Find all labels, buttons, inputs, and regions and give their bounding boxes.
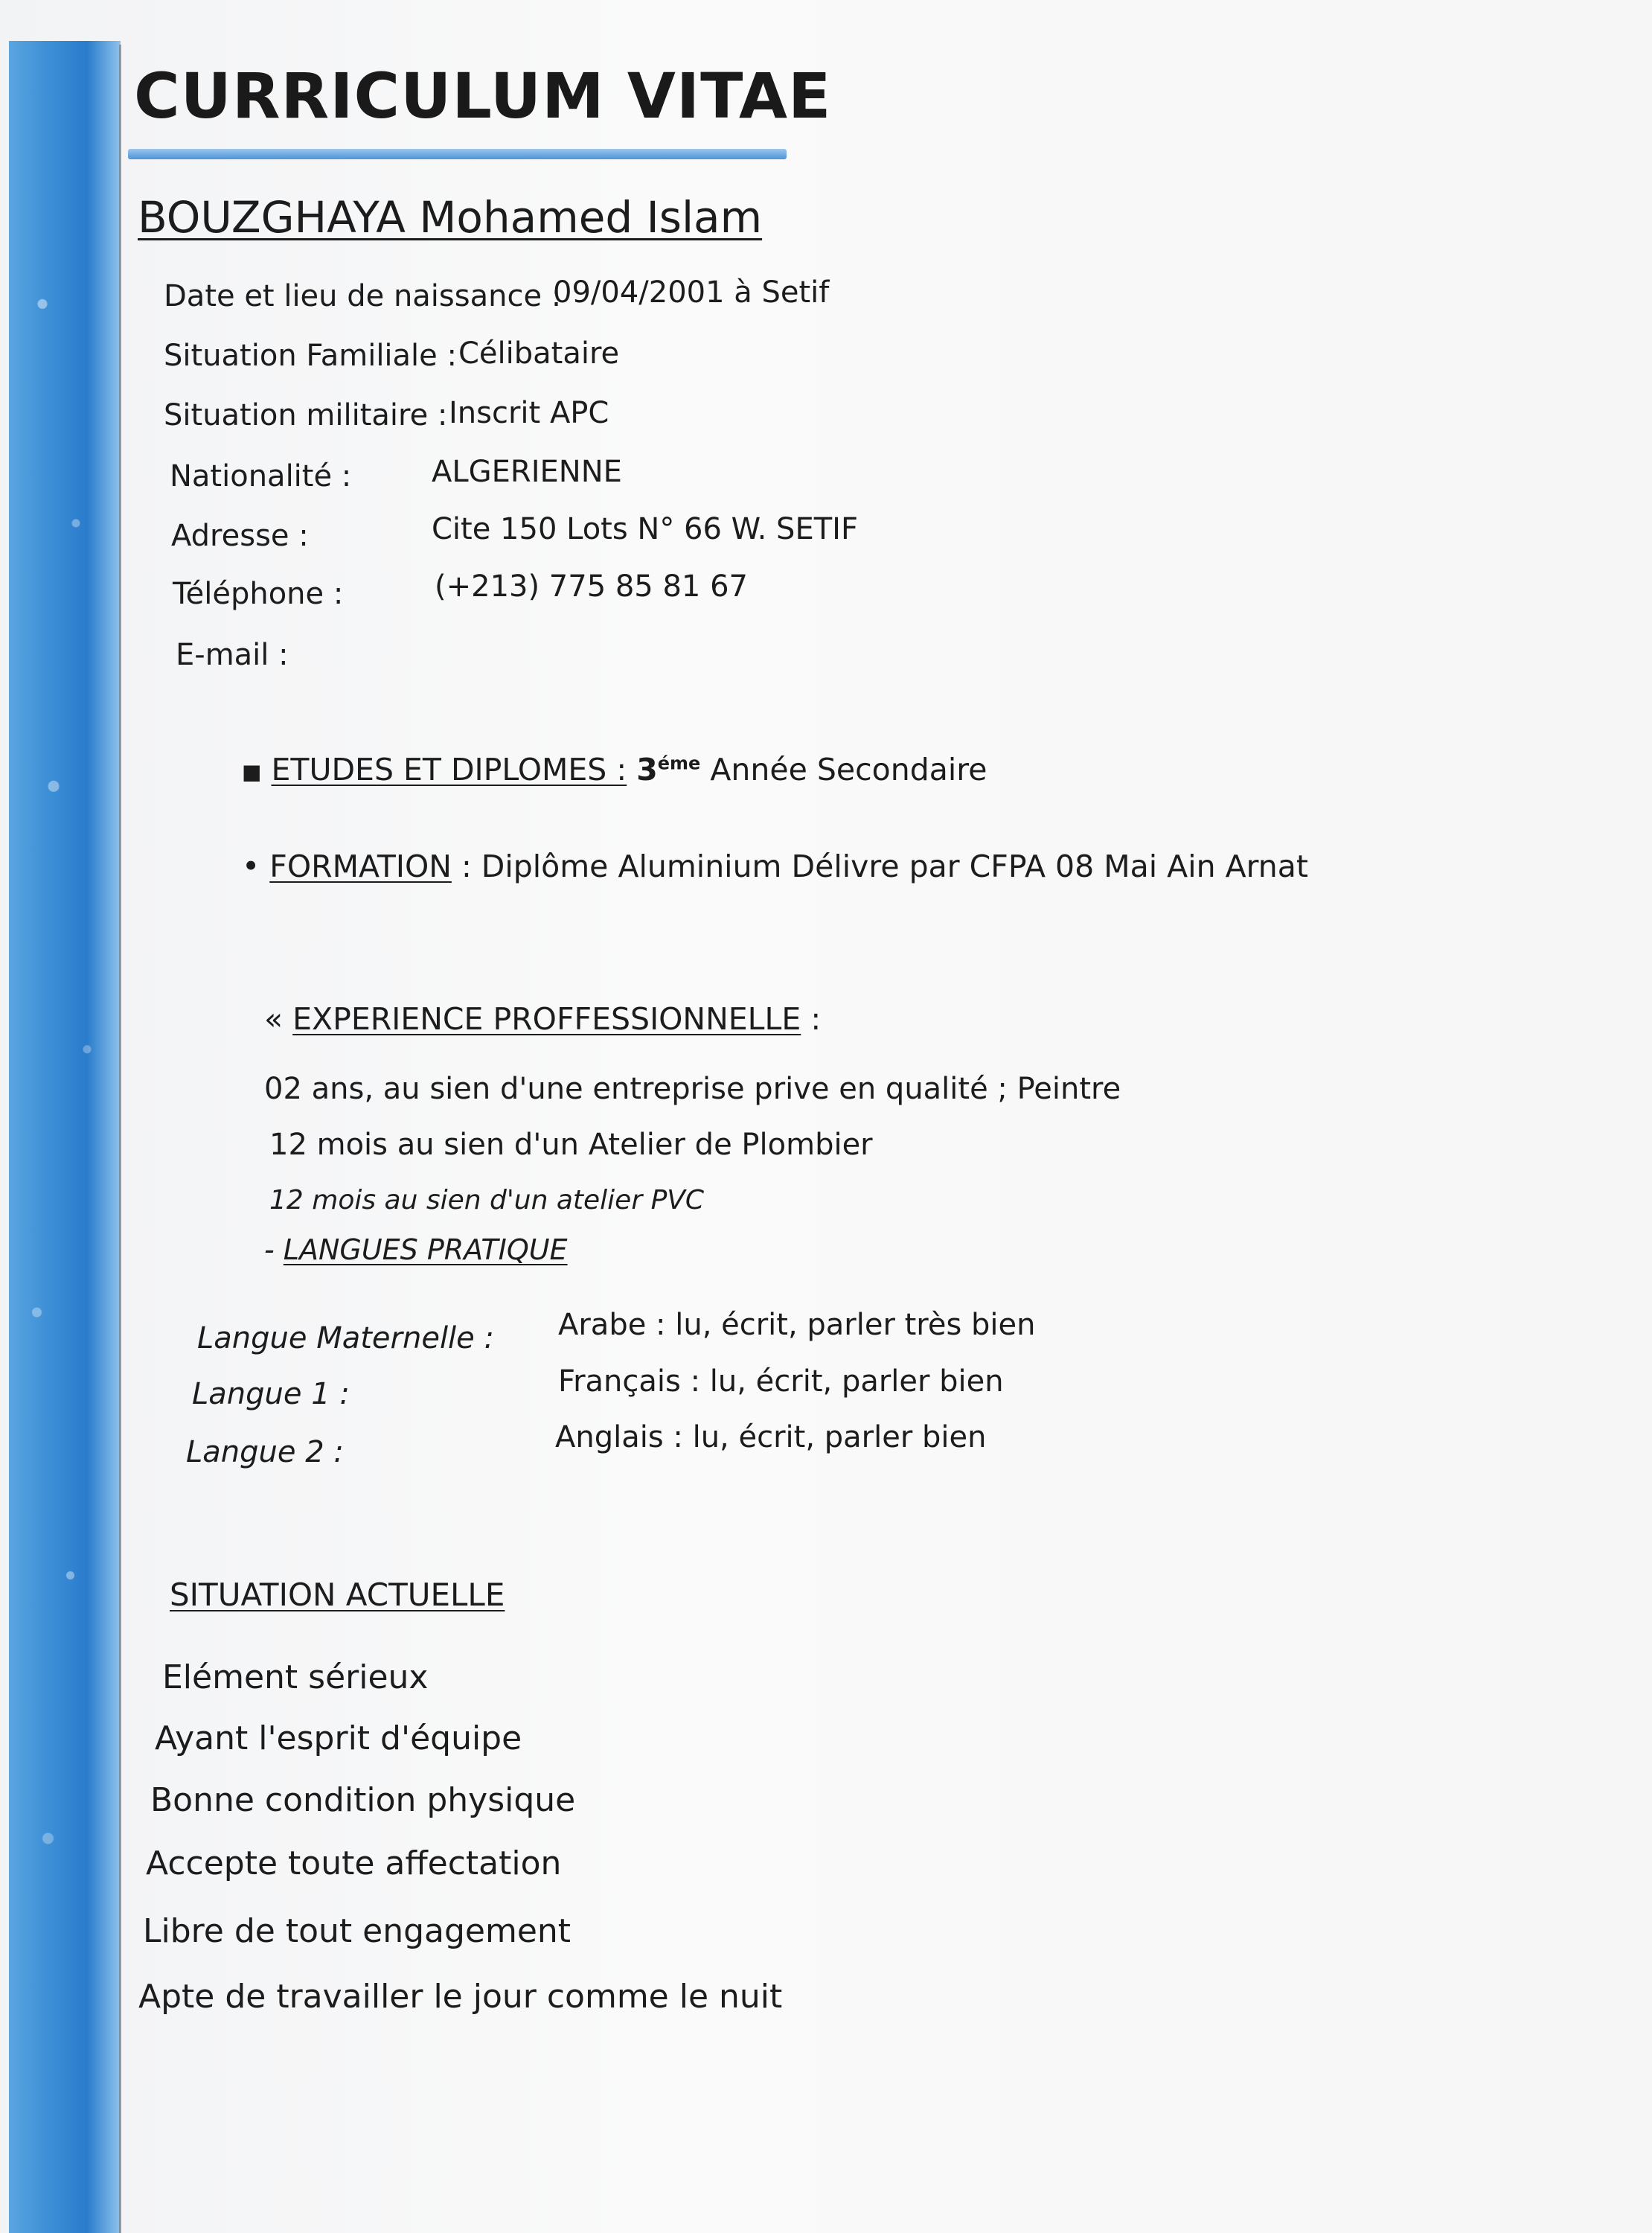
family-label: Situation Familiale :	[164, 339, 457, 373]
address-label: Adresse :	[171, 519, 309, 553]
military-value: Inscrit APC	[449, 396, 609, 430]
experience-item: 12 mois au sien d'un Atelier de Plombier	[269, 1128, 873, 1162]
experience-suffix: :	[801, 1001, 822, 1037]
formation-line	[242, 849, 1308, 884]
etudes-heading: ETUDES ET DIPLOMES :	[271, 752, 627, 788]
formation-value: : Diplôme Aluminium Délivre par CFPA 08 Mai Ain Arnat	[451, 849, 1308, 884]
langue-value: Arabe : lu, écrit, parler très bien	[558, 1308, 1036, 1342]
langue-value: Français : lu, écrit, parler bien	[558, 1364, 1004, 1399]
situation-item: Ayant l'esprit d'équipe	[155, 1719, 522, 1757]
langues-prefix: -	[264, 1233, 284, 1266]
etudes-line	[242, 752, 987, 788]
family-value: Célibataire	[458, 336, 620, 371]
situation-item: Accepte toute affectation	[146, 1844, 562, 1882]
experience-heading-line	[264, 1001, 821, 1037]
langue-label: Langue 1 :	[192, 1377, 350, 1411]
email-label: E-mail :	[176, 638, 289, 672]
langue-value: Anglais : lu, écrit, parler bien	[555, 1420, 987, 1454]
langue-label: Langue Maternelle :	[197, 1321, 494, 1355]
nationality-label: Nationalité :	[170, 459, 352, 493]
situation-item: Bonne condition physique	[150, 1781, 576, 1819]
situation-item: Libre de tout engagement	[143, 1912, 572, 1950]
situation-item: Elément sérieux	[162, 1658, 429, 1696]
blue-border-strip	[9, 41, 121, 2233]
etudes-year-sup: éme	[657, 753, 701, 774]
address-value: Cite 150 Lots N° 66 W. SETIF	[432, 512, 858, 546]
experience-prefix: «	[264, 1001, 293, 1037]
etudes-year: 3	[636, 752, 658, 788]
military-label: Situation militaire :	[164, 398, 448, 432]
fold-line	[119, 45, 121, 2233]
experience-heading: EXPERIENCE PROFFESSIONNELLE	[292, 1001, 801, 1037]
situation-item: Apte de travailler le jour comme le nuit	[138, 1978, 783, 2016]
title-underline-rule	[128, 149, 787, 159]
candidate-name: BOUZGHAYA Mohamed Islam	[138, 192, 763, 243]
phone-label: Téléphone :	[173, 577, 344, 611]
situation-heading: SITUATION ACTUELLE	[170, 1576, 505, 1613]
nationality-value: ALGERIENNE	[432, 455, 622, 489]
phone-value: (+213) 775 85 81 67	[435, 569, 748, 604]
langue-label: Langue 2 :	[186, 1435, 344, 1469]
langues-heading-line	[264, 1233, 568, 1266]
formation-heading: FORMATION	[269, 849, 452, 884]
birth-label: Date et lieu de naissance :	[164, 279, 562, 313]
round-bullet-icon: •	[242, 849, 260, 884]
experience-item: 12 mois au sien d'un atelier PVC	[269, 1185, 705, 1215]
langues-heading: LANGUES PRATIQUE	[283, 1233, 568, 1266]
square-bullet-icon: ■	[242, 759, 262, 785]
birth-value: 09/04/2001 à Setif	[553, 275, 830, 310]
experience-item: 02 ans, au sien d'une entreprise prive en qualité ; Peintre	[264, 1072, 1121, 1106]
etudes-value: Année Secondaire	[700, 752, 987, 788]
cv-title: CURRICULUM VITAE	[134, 60, 832, 132]
